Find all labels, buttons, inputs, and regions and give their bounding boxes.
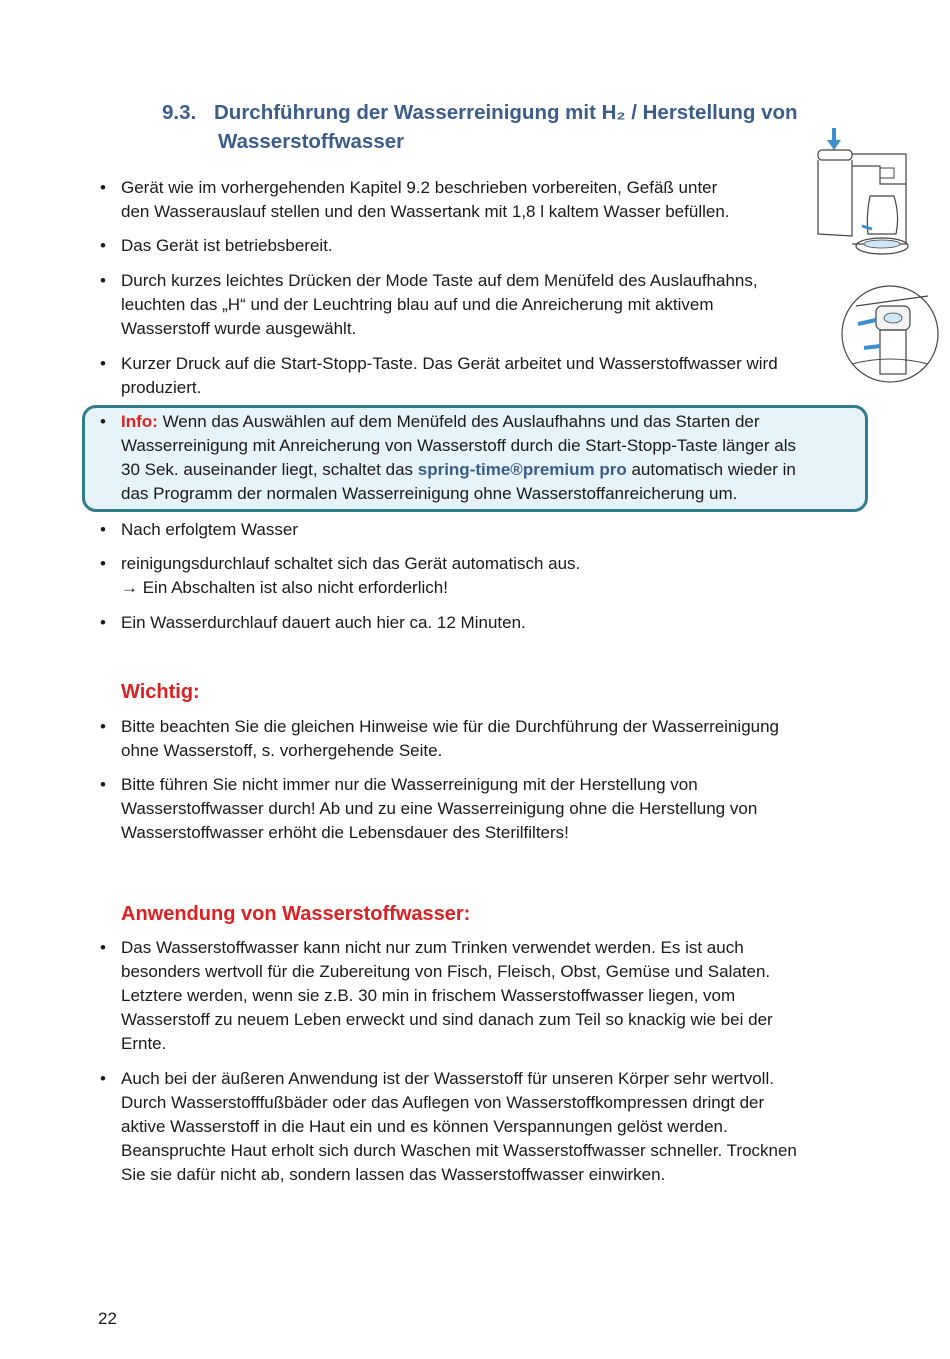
bullet-marker: • [100, 775, 106, 794]
list-item [100, 352, 778, 400]
text-line: Wasserstoff wurde ausgewählt. [121, 319, 357, 338]
bullet-marker: • [100, 520, 106, 539]
text-line: automatisch wieder in [626, 460, 796, 479]
list-item [100, 518, 298, 542]
list-item [100, 773, 757, 845]
list-item [100, 552, 580, 600]
list-item [100, 1067, 797, 1187]
text-line: Durch Wasserstofffußbäder oder das Auflegen von Wasserstoffkompressen dringt der [121, 1093, 765, 1112]
bullet-marker: • [100, 717, 106, 736]
list-item-text [121, 936, 773, 1056]
info-text [121, 410, 796, 506]
section-heading [162, 98, 842, 156]
list-item-text [121, 715, 779, 763]
text-line: produziert. [121, 378, 202, 397]
text-line: Das Wasserstoffwasser kann nicht nur zum Trinken verwendet werden. Es ist auch [121, 938, 744, 957]
device-filling-illustration [810, 126, 915, 266]
list-item [100, 234, 333, 258]
text-line: Letztere werden, wenn sie z.B. 30 min in frischem Wasserstoffwasser liegen, vom [121, 986, 736, 1005]
bullet-marker: • [100, 554, 106, 573]
list-item [100, 269, 758, 341]
important-title: Wichtig: [121, 681, 200, 703]
bullet-marker: • [100, 354, 106, 373]
section-title-line2: Wasserstoffwasser [218, 130, 405, 153]
text-line: Bitte führen Sie nicht immer nur die Wasserreinigung mit der Herstellung von [121, 775, 698, 794]
text-line: Wasserstoffwasser erhöht die Lebensdauer des Sterilfilters! [121, 823, 569, 842]
text-line: Das Gerät ist betriebsbereit. [121, 236, 333, 255]
text-line: Nach erfolgtem Wasser [121, 520, 298, 539]
text-line: Ernte. [121, 1034, 167, 1053]
text-line: Ein Wasserdurchlauf dauert auch hier ca. 12 Minuten. [121, 613, 526, 632]
text-line: Wenn das Auswählen auf dem Menüfeld des Auslaufhahns und das Starten der [162, 412, 760, 431]
text-line: das Programm der normalen Wasserreinigung ohne Wasserstoffanreicherung um. [121, 484, 738, 503]
info-item [100, 410, 796, 506]
list-item [100, 176, 730, 224]
text-line: Wasserstoff zu neuem Leben erweckt und sind danach zum Teil so knackig wie bei der [121, 1010, 773, 1029]
list-item [100, 936, 773, 1056]
list-item-text [121, 773, 757, 845]
text-line: Bitte beachten Sie die gleichen Hinweise wie für die Durchführung der Wasserreinigung [121, 717, 780, 736]
text-line: Kurzer Druck auf die Start-Stopp-Taste. Das Gerät arbeitet und Wasserstoffwasser wird [121, 354, 778, 373]
list-item-text [121, 1067, 797, 1187]
text-line: Beanspruchte Haut erholt sich durch Waschen mit Wasserstoffwasser schneller. Trocknen [121, 1141, 797, 1160]
text-line: besonders wertvoll für die Zubereitung von Fisch, Fleisch, Obst, Gemüse und Salaten. [121, 962, 771, 981]
text-line: Wasserreinigung mit Anreicherung von Wasserstoff durch die Start-Stopp-Taste länger als [121, 436, 796, 455]
bullet-marker: • [100, 1069, 106, 1088]
bullet-marker: • [100, 412, 106, 431]
text-line: Gerät wie im vorhergehenden Kapitel 9.2 beschrieben vorbereiten, Gefäß unter [121, 178, 718, 197]
text-line: Sie sie dafür nicht ab, sondern lassen das Wasserstoffwasser einwirken. [121, 1165, 666, 1184]
text-line: den Wasserauslauf stellen und den Wassertank mit 1,8 l kaltem Wasser befüllen. [121, 202, 730, 221]
info-label: Info: [121, 412, 158, 431]
faucet-closeup-illustration [838, 284, 942, 384]
bullet-marker: • [100, 613, 106, 632]
page-number: 22 [98, 1309, 117, 1328]
bullet-marker: • [100, 178, 106, 197]
bullet-marker: • [100, 236, 106, 255]
list-item-text [121, 518, 298, 542]
text-line: aktive Wasserstoff in die Haut ein und es können Verspannungen gelöst werden. [121, 1117, 728, 1136]
text-line: Auch bei der äußeren Anwendung ist der Wasserstoff für unseren Körper sehr wertvoll. [121, 1069, 774, 1088]
list-item-text [121, 611, 526, 635]
text-line: ohne Wasserstoff, s. vorhergehende Seite. [121, 741, 443, 760]
list-item-text [121, 234, 333, 258]
bullet-marker: • [100, 938, 106, 957]
text-line: Wasserstoffwasser durch! Ab und zu eine Wasserreinigung ohne die Herstellung von [121, 799, 758, 818]
section-title-line1: Durchführung der Wasserreinigung mit H₂ / Herstellung von [214, 101, 798, 124]
text-line: leuchten das „H“ und der Leuchtring blau auf und die Anreicherung mit aktivem [121, 295, 714, 314]
list-item-text [121, 352, 778, 400]
list-item-text [121, 176, 730, 224]
text-line: reinigungsdurchlauf schaltet sich das Gerät automatisch aus. [121, 554, 581, 573]
text-line: 30 Sek. auseinander liegt, schaltet das [121, 460, 418, 479]
list-item [100, 715, 779, 763]
brand-name: spring-time®premium pro [417, 460, 627, 479]
list-item [100, 611, 526, 635]
text-line: → Ein Abschalten ist also nicht erforderlich! [121, 578, 448, 597]
text-line: Durch kurzes leichtes Drücken der Mode Taste auf dem Menüfeld des Auslaufhahns, [121, 271, 758, 290]
list-item-text [121, 269, 758, 341]
bullet-marker: • [100, 271, 106, 290]
application-title: Anwendung von Wasserstoffwasser: [121, 903, 471, 925]
section-number: 9.3. [162, 101, 197, 124]
list-item-text [121, 552, 580, 600]
